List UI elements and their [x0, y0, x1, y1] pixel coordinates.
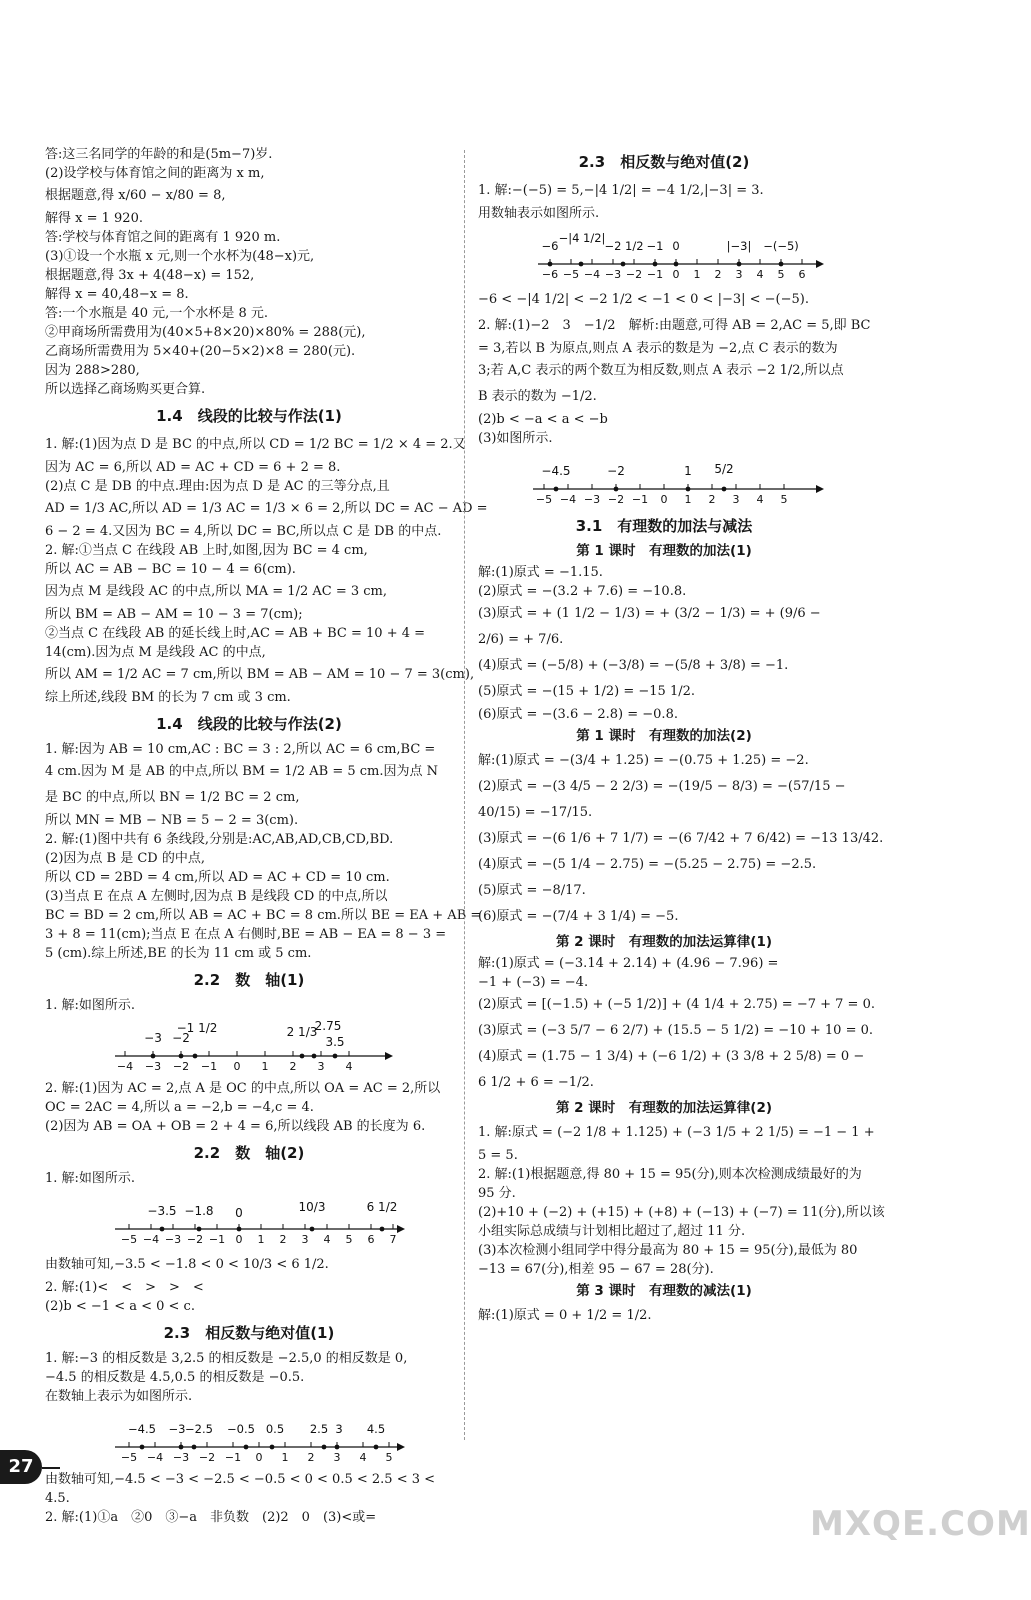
svg-text:0: 0: [235, 1233, 243, 1246]
number-line: [478, 451, 848, 509]
text-line: 2. 解:①当点 C 在线段 AB 上时,如图,因为 BC = 4 cm,: [45, 543, 368, 558]
text-line: 2/6) = + 7/6.: [478, 632, 564, 647]
text-line: 2. 解:(1)①a ②0 ③−a 非负数 (2)2 0 (3)<或=: [45, 1510, 377, 1525]
text-line: 答:一个水瓶是 40 元,一个水杯是 8 元.: [45, 306, 268, 321]
svg-text:2: 2: [307, 1451, 315, 1464]
svg-text:3: 3: [301, 1233, 309, 1246]
svg-text:−2: −2: [172, 1060, 190, 1073]
svg-text:−3: −3: [604, 268, 622, 281]
svg-text:7: 7: [389, 1233, 397, 1246]
left-column: [45, 145, 488, 1527]
text-line: 2. 解:(1)根据题意,得 80 + 15 = 95(分),则本次检测成绩最好的为: [478, 1167, 862, 1182]
svg-text:−2: −2: [625, 268, 643, 281]
text-line: 2. 解:(1)因为 AC = 2,点 A 是 OC 的中点,所以 OA = AC = 2,所以: [45, 1081, 441, 1096]
svg-text:4: 4: [756, 268, 764, 281]
number-line-figure: [45, 1018, 453, 1076]
section-title: 2.2 数 轴(1): [193, 971, 305, 989]
text-line: (3)原式 = (−3 5/7 − 6 2/7) + (15.5 − 5 1/2) = −10 + 10 = 0.: [478, 1023, 873, 1038]
svg-text:0: 0: [660, 493, 668, 506]
text-line: 小组实际总成绩与计划相比超过了,超过 11 分.: [478, 1224, 746, 1239]
svg-text:4: 4: [323, 1233, 331, 1246]
svg-text:−6: −6: [541, 268, 559, 281]
text-line: 由数轴可知,−4.5 < −3 < −2.5 < −0.5 < 0 < 0.5 < 2.5 < 3 <: [45, 1472, 436, 1487]
text-line: (2)原式 = [(−1.5) + (−5 1/2)] + (4 1/4 + 2.75) = −7 + 7 = 0.: [478, 997, 875, 1012]
page-number-rule: [42, 1467, 60, 1469]
point-label: −2: [607, 464, 625, 478]
text-line: BC = BD = 2 cm,所以 AB = AC + BC = 8 cm.所以 BE = EA + AB =: [45, 908, 482, 923]
text-line: 解得 x = 1 920.: [45, 211, 143, 226]
svg-text:2: 2: [714, 268, 722, 281]
svg-text:−5: −5: [562, 268, 580, 281]
svg-text:5: 5: [345, 1233, 353, 1246]
svg-text:−4: −4: [142, 1233, 160, 1246]
text-line: (2)b < −a < a < −b: [478, 412, 608, 427]
svg-text:4: 4: [345, 1060, 353, 1073]
text-line: (4)原式 = (1.75 − 1 3/4) + (−6 1/2) + (3 3/8 + 2 5/8) = 0 −: [478, 1049, 865, 1064]
svg-text:3: 3: [317, 1060, 325, 1073]
text-line: −6 < −|4 1/2| < −2 1/2 < −1 < 0 < |−3| < −(−5).: [478, 292, 809, 307]
text-line: (3)原式 = + (1 1/2 − 1/3) = + (3/2 − 1/3) = + (9/6 −: [478, 606, 821, 621]
svg-text:−4: −4: [559, 493, 577, 506]
text-line: 2. 解:(1)图中共有 6 条线段,分别是:AC,AB,AD,CB,CD,BD.: [45, 832, 394, 847]
text-line: 解:(1)原式 = −(3/4 + 1.25) = −(0.75 + 1.25) = −2.: [478, 753, 809, 768]
svg-text:2: 2: [279, 1233, 287, 1246]
svg-text:−1: −1: [646, 268, 664, 281]
svg-text:−3: −3: [144, 1060, 162, 1073]
svg-text:−2: −2: [607, 493, 625, 506]
point-label: −1: [646, 239, 664, 253]
svg-text:5: 5: [777, 268, 785, 281]
text-line: 1. 解:−(−5) = 5,−|4 1/2| = −4 1/2,|−3| = 3.: [478, 183, 764, 198]
text-line: 6 1/2 + 6 = −1/2.: [478, 1075, 594, 1090]
text-line: 1. 解:(1)因为点 D 是 BC 的中点,所以 CD = 1/2 BC = 1/2 × 4 = 2.又: [45, 437, 466, 452]
svg-text:2: 2: [289, 1060, 297, 1073]
svg-text:5: 5: [385, 1451, 393, 1464]
text-line: 1. 解:因为 AB = 10 cm,AC : BC = 3 : 2,所以 AC = 6 cm,BC =: [45, 742, 436, 757]
section-title: 1.4 线段的比较与作法(1): [156, 407, 342, 425]
text-line: (4)原式 = (−5/8) + (−3/8) = −(5/8 + 3/8) = −1.: [478, 658, 789, 673]
text-line: (3)本次检测小组同学中得分最高为 80 + 15 = 95(分),最低为 80: [478, 1243, 858, 1258]
point-label: −2: [172, 1031, 190, 1045]
number-line-figure: [478, 451, 850, 509]
text-line: 所以 BM = AB − AM = 10 − 3 = 7(cm);: [45, 607, 303, 622]
svg-text:−1: −1: [224, 1451, 242, 1464]
svg-text:−1: −1: [631, 493, 649, 506]
text-line: (6)原式 = −(7/4 + 3 1/4) = −5.: [478, 909, 679, 924]
svg-text:−4: −4: [583, 268, 601, 281]
text-line: 2. 解:(1)< < > > <: [45, 1280, 204, 1295]
text-line: 由数轴可知,−3.5 < −1.8 < 0 < 10/3 < 6 1/2.: [45, 1257, 329, 1272]
point-label: 1: [684, 464, 692, 478]
column-divider: [464, 150, 465, 1440]
svg-text:4: 4: [756, 493, 764, 506]
svg-text:−1: −1: [208, 1233, 226, 1246]
section-title: 2.3 相反数与绝对值(1): [163, 1324, 335, 1342]
text-line: 解:(1)原式 = −1.15.: [478, 565, 603, 580]
text-line: 2. 解:(1)−2 3 −1/2 解析:由题意,可得 AB = 2,AC = 5,即 BC: [478, 318, 871, 333]
point-label: 3.5: [325, 1035, 345, 1049]
svg-text:−1: −1: [200, 1060, 218, 1073]
section-title: 2.3 相反数与绝对值(2): [578, 153, 750, 171]
text-line: 答:学校与体育馆之间的距离有 1 920 m.: [45, 230, 281, 245]
text-line: 所以 AM = 1/2 AC = 7 cm,所以 BM = AB − AM = 10 − 7 = 3(cm),: [45, 667, 475, 682]
text-line: −4.5 的相反数是 4.5,0.5 的相反数是 −0.5.: [45, 1370, 305, 1385]
right-column: [478, 145, 885, 1329]
svg-text:−5: −5: [120, 1233, 138, 1246]
text-line: (2)原式 = −(3.2 + 7.6) = −10.8.: [478, 584, 687, 599]
section-title: 1.4 线段的比较与作法(2): [156, 715, 342, 733]
text-line: −1 + (−3) = −4.: [478, 975, 589, 990]
text-line: 4.5.: [45, 1491, 70, 1506]
text-line: ②甲商场所需费用为(40×5+8×20)×80% = 288(元),: [45, 325, 366, 340]
text-line: 用数轴表示如图所示.: [478, 206, 600, 221]
text-line: 所以 CD = 2BD = 4 cm,所以 AD = AC + CD = 10 cm.: [45, 870, 390, 885]
text-line: 1. 解:−3 的相反数是 3,2.5 的相反数是 −2.5,0 的相反数是 0,: [45, 1351, 408, 1366]
number-line-figure: [478, 226, 850, 284]
text-line: (5)原式 = −8/17.: [478, 883, 586, 898]
text-line: B 表示的数为 −1/2.: [478, 389, 597, 404]
svg-text:−3: −3: [164, 1233, 182, 1246]
point-label: 0: [672, 239, 680, 253]
text-line: 解:(1)原式 = 0 + 1/2 = 1/2.: [478, 1308, 652, 1323]
text-line: (3)原式 = −(6 1/6 + 7 1/7) = −(6 7/42 + 7 6/42) = −13 13/42.: [478, 831, 884, 846]
point-label: −3: [168, 1422, 186, 1436]
point-label: 10/3: [298, 1200, 326, 1214]
text-line: 根据题意,得 x/60 − x/80 = 8,: [45, 188, 226, 203]
text-line: 所以 MN = MB − NB = 5 − 2 = 3(cm).: [45, 813, 299, 828]
number-line: [45, 1191, 445, 1249]
point-label: 6 1/2: [366, 1200, 398, 1214]
text-line: 因为点 M 是线段 AC 的中点,所以 MA = 1/2 AC = 3 cm,: [45, 584, 387, 599]
section-title: 3.1 有理数的加法与减法: [575, 517, 753, 535]
point-label: −3.5: [147, 1204, 177, 1218]
text-line: ②当点 C 在线段 AB 的延长线上时,AC = AB + BC = 10 + 4 =: [45, 626, 426, 641]
number-line-figure: [45, 1409, 453, 1467]
svg-text:0: 0: [233, 1060, 241, 1073]
svg-text:3: 3: [333, 1451, 341, 1464]
text-line: 6 − 2 = 4.又因为 BC = 4,所以 DC = BC,所以点 C 是 DB 的中点.: [45, 524, 442, 539]
svg-text:−4: −4: [116, 1060, 134, 1073]
text-line: 所以 AC = AB − BC = 10 − 4 = 6(cm).: [45, 562, 296, 577]
svg-text:−2: −2: [198, 1451, 216, 1464]
lesson-subtitle: 第 3 课时 有理数的减法(1): [576, 1283, 752, 1299]
point-label: 4.5: [366, 1422, 386, 1436]
text-line: AD = 1/3 AC,所以 AD = 1/3 AC = 1/3 × 6 = 2,所以 DC = AC − AD =: [45, 501, 488, 516]
text-line: 3;若 A,C 表示的两个数互为相反数,则点 A 表示 −2 1/2,所以点: [478, 363, 844, 378]
svg-text:5: 5: [780, 493, 788, 506]
text-line: 4 cm.因为 M 是 AB 的中点,所以 BM = 1/2 AB = 5 cm.因为点 N: [45, 764, 439, 779]
site-watermark: MXQE.COM: [810, 1504, 1031, 1544]
text-line: (3)当点 E 在点 A 左侧时,因为点 B 是线段 CD 的中点,所以: [45, 889, 388, 904]
text-line: 是 BC 的中点,所以 BN = 1/2 BC = 2 cm,: [45, 790, 300, 805]
svg-text:−5: −5: [535, 493, 553, 506]
text-line: = 3,若以 B 为原点,则点 A 表示的数是为 −2,点 C 表示的数为: [478, 341, 838, 356]
text-line: 综上所述,线段 BM 的长为 7 cm 或 3 cm.: [45, 690, 291, 705]
text-line: 答:这三名同学的年龄的和是(5m−7)岁.: [45, 147, 273, 162]
text-line: 解得 x = 40,48−x = 8.: [45, 287, 189, 302]
svg-text:0: 0: [672, 268, 680, 281]
text-line: (2)设学校与体育馆之间的距离为 x m,: [45, 166, 265, 181]
number-line: [45, 1018, 425, 1076]
svg-text:3: 3: [735, 268, 743, 281]
point-label: 2.75: [314, 1019, 342, 1033]
text-line: (4)原式 = −(5 1/4 − 2.75) = −(5.25 − 2.75) = −2.5.: [478, 857, 817, 872]
section-title: 2.2 数 轴(2): [193, 1144, 305, 1162]
text-line: 95 分.: [478, 1186, 516, 1201]
point-label: −2.5: [185, 1422, 213, 1436]
text-line: 1. 解:原式 = (−2 1/8 + 1.125) + (−3 1/5 + 2 1/5) = −1 − 1 +: [478, 1125, 875, 1140]
point-label: 3: [335, 1422, 343, 1436]
point-label: 2 1/3: [286, 1025, 318, 1039]
number-line-figure: [45, 1191, 453, 1249]
svg-text:−3: −3: [583, 493, 601, 506]
svg-text:6: 6: [798, 268, 806, 281]
svg-text:6: 6: [367, 1233, 375, 1246]
lesson-subtitle: 第 2 课时 有理数的加法运算律(2): [555, 1100, 773, 1116]
text-line: 5 = 5.: [478, 1148, 518, 1163]
text-line: 在数轴上表示为如图所示.: [45, 1389, 193, 1404]
point-label: −1.8: [184, 1204, 214, 1218]
text-line: 因为 288>280,: [45, 363, 140, 378]
svg-text:−3: −3: [172, 1451, 190, 1464]
text-line: −13 = 67(分),相差 95 − 67 = 28(分).: [478, 1262, 714, 1277]
text-line: 5 (cm).综上所述,BE 的长为 11 cm 或 5 cm.: [45, 946, 312, 961]
svg-text:3: 3: [732, 493, 740, 506]
text-line: 40/15) = −17/15.: [478, 805, 593, 820]
number-line: [478, 226, 848, 284]
text-line: 因为 AC = 6,所以 AD = AC + CD = 6 + 2 = 8.: [45, 460, 341, 475]
text-line: 1. 解:如图所示.: [45, 998, 136, 1013]
prev-answer-continuation: [45, 145, 453, 399]
point-label: 0: [235, 1206, 243, 1220]
svg-text:−4: −4: [146, 1451, 164, 1464]
point-label: −(−5): [763, 239, 799, 253]
point-label: −4.5: [128, 1422, 156, 1436]
svg-text:0: 0: [255, 1451, 263, 1464]
text-line: OC = 2AC = 4,所以 a = −2,b = −4,c = 4.: [45, 1100, 314, 1115]
point-label: −3: [144, 1031, 162, 1045]
point-label: −1 1/2: [176, 1021, 218, 1035]
svg-text:1: 1: [261, 1060, 269, 1073]
text-line: (2)b < −1 < a < 0 < c.: [45, 1299, 195, 1314]
point-label: 2.5: [309, 1422, 329, 1436]
lesson-subtitle: 第 2 课时 有理数的加法运算律(1): [555, 934, 773, 950]
text-line: (3)①设一个水瓶 x 元,则一个水杯为(48−x)元,: [45, 249, 315, 264]
svg-text:−2: −2: [186, 1233, 204, 1246]
text-line: (2)点 C 是 DB 的中点.理由:因为点 D 是 AC 的三等分点,且: [45, 479, 390, 494]
point-label: −6: [541, 239, 559, 253]
svg-text:4: 4: [359, 1451, 367, 1464]
text-line: (3)如图所示.: [478, 431, 553, 446]
text-line: (5)原式 = −(15 + 1/2) = −15 1/2.: [478, 684, 696, 699]
text-line: (2)因为点 B 是 CD 的中点,: [45, 851, 205, 866]
point-label: −2 1/2: [604, 239, 644, 253]
text-line: 根据题意,得 3x + 4(48−x) = 152,: [45, 268, 255, 283]
lesson-subtitle: 第 1 课时 有理数的加法(2): [576, 728, 752, 744]
text-line: 3 + 8 = 11(cm);当点 E 在点 A 右侧时,BE = AB − EA = 8 − 3 =: [45, 927, 447, 942]
point-label: 0.5: [265, 1422, 285, 1436]
lesson-subtitle: 第 1 课时 有理数的加法(1): [576, 543, 752, 559]
text-line: (2)+10 + (−2) + (+15) + (+8) + (−13) + (−7) = 11(分),所以该: [478, 1205, 885, 1220]
text-line: 所以选择乙商场购买更合算.: [45, 382, 206, 397]
svg-text:1: 1: [257, 1233, 265, 1246]
svg-text:1: 1: [693, 268, 701, 281]
number-line: [45, 1409, 435, 1467]
point-label: −|4 1/2|: [558, 231, 606, 245]
text-line: (2)因为 AB = OA + OB = 2 + 4 = 6,所以线段 AB 的长度为 6.: [45, 1119, 426, 1134]
svg-text:−5: −5: [120, 1451, 138, 1464]
svg-text:2: 2: [708, 493, 716, 506]
text-line: (2)原式 = −(3 4/5 − 2 2/3) = −(19/5 − 8/3) = −(57/15 −: [478, 779, 846, 794]
point-label: |−3|: [726, 239, 752, 253]
text-line: 乙商场所需费用为 5×40+(20−5×2)×8 = 280(元).: [45, 344, 356, 359]
point-label: −4.5: [541, 464, 571, 478]
svg-text:1: 1: [684, 493, 692, 506]
point-label: −0.5: [227, 1422, 255, 1436]
text-line: 14(cm).因为点 M 是线段 AC 的中点,: [45, 645, 266, 660]
page-number: 27: [0, 1450, 42, 1484]
text-line: 1. 解:如图所示.: [45, 1171, 136, 1186]
text-line: 解:(1)原式 = (−3.14 + 2.14) + (4.96 − 7.96) =: [478, 956, 779, 971]
point-label: 5/2: [714, 462, 734, 476]
svg-text:1: 1: [281, 1451, 289, 1464]
text-line: (6)原式 = −(3.6 − 2.8) = −0.8.: [478, 707, 678, 722]
